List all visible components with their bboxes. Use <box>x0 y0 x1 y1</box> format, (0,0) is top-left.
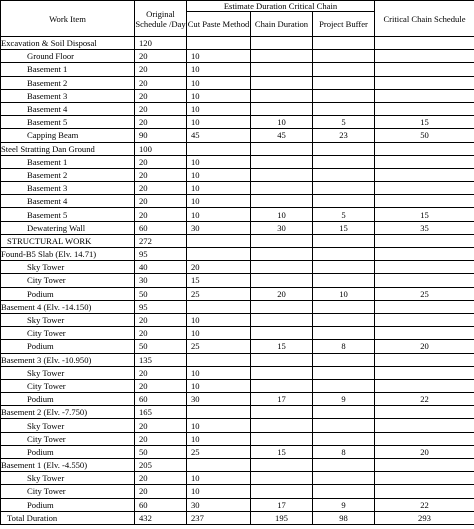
critical-chain-cell <box>375 379 474 392</box>
project-buffer-cell <box>313 300 375 313</box>
chain-duration-cell <box>251 485 313 498</box>
cut-paste-cell: 20 <box>187 261 251 274</box>
project-buffer-cell: 5 <box>313 208 375 221</box>
cut-paste-cell: 10 <box>187 419 251 432</box>
project-buffer-cell <box>313 313 375 326</box>
header-project-buffer: Project Buffer <box>313 12 375 37</box>
project-buffer-cell: 10 <box>313 287 375 300</box>
original-schedule-cell: 20 <box>135 313 187 326</box>
critical-chain-cell: 25 <box>375 287 474 300</box>
original-schedule-cell: 135 <box>135 353 187 366</box>
cut-paste-cell <box>187 353 251 366</box>
item-cell: Sky Tower <box>1 366 135 379</box>
original-schedule-cell: 120 <box>135 37 187 50</box>
table-row <box>1 340 474 353</box>
original-schedule-cell: 50 <box>135 445 187 458</box>
critical-chain-cell: 15 <box>375 116 474 129</box>
item-cell: Found-B5 Slab (Elv. 14.71) <box>1 248 135 261</box>
table-row <box>1 50 474 63</box>
project-buffer-cell <box>313 459 375 472</box>
cut-paste-cell: 10 <box>187 76 251 89</box>
table-body <box>1 37 474 525</box>
critical-chain-cell <box>375 248 474 261</box>
original-schedule-cell: 90 <box>135 129 187 142</box>
original-schedule-cell: 95 <box>135 300 187 313</box>
cut-paste-cell: 10 <box>187 182 251 195</box>
original-schedule-cell: 272 <box>135 234 187 247</box>
cut-paste-cell: 10 <box>187 63 251 76</box>
original-schedule-cell: 20 <box>135 195 187 208</box>
table-row <box>1 393 474 406</box>
project-buffer-cell: 8 <box>313 340 375 353</box>
table-row <box>1 37 474 50</box>
item-cell: Basement 1 <box>1 155 135 168</box>
project-buffer-cell: 23 <box>313 129 375 142</box>
cut-paste-cell: 10 <box>187 116 251 129</box>
project-buffer-cell <box>313 472 375 485</box>
table-row <box>1 327 474 340</box>
project-buffer-cell <box>313 274 375 287</box>
item-cell: Podium <box>1 340 135 353</box>
original-schedule-cell: 20 <box>135 472 187 485</box>
cut-paste-cell: 237 <box>187 511 251 524</box>
project-buffer-cell <box>313 419 375 432</box>
chain-duration-cell <box>251 353 313 366</box>
item-cell: Sky Tower <box>1 313 135 326</box>
cut-paste-cell: 10 <box>187 472 251 485</box>
original-schedule-cell: 20 <box>135 327 187 340</box>
chain-duration-cell <box>251 327 313 340</box>
critical-chain-cell: 20 <box>375 340 474 353</box>
critical-chain-cell <box>375 459 474 472</box>
cut-paste-cell: 10 <box>187 155 251 168</box>
item-cell: Basement 3 <box>1 89 135 102</box>
critical-chain-cell: 35 <box>375 221 474 234</box>
item-cell: Excavation & Soil Disposal <box>1 37 135 50</box>
chain-duration-cell <box>251 419 313 432</box>
table-row <box>1 366 474 379</box>
table-row <box>1 406 474 419</box>
item-cell: Sky Tower <box>1 261 135 274</box>
original-schedule-cell: 20 <box>135 432 187 445</box>
item-cell: City Tower <box>1 274 135 287</box>
item-cell: Dewatering Wall <box>1 221 135 234</box>
header-original-schedule: Original Schedule /Day <box>135 1 187 37</box>
original-schedule-cell: 60 <box>135 221 187 234</box>
table-row <box>1 472 474 485</box>
table-row <box>1 445 474 458</box>
table-row <box>1 102 474 115</box>
critical-chain-cell <box>375 155 474 168</box>
chain-duration-cell: 17 <box>251 393 313 406</box>
cut-paste-cell: 10 <box>187 168 251 181</box>
item-cell: Basement 1 (Elv. -4.550) <box>1 459 135 472</box>
critical-chain-cell <box>375 182 474 195</box>
cut-paste-cell: 10 <box>187 50 251 63</box>
item-cell: Steel Stratting Dan Ground <box>1 142 135 155</box>
project-buffer-cell <box>313 248 375 261</box>
item-cell: City Tower <box>1 327 135 340</box>
project-buffer-cell <box>313 234 375 247</box>
critical-chain-cell <box>375 419 474 432</box>
cut-paste-cell <box>187 234 251 247</box>
chain-duration-cell <box>251 472 313 485</box>
table-row <box>1 63 474 76</box>
original-schedule-cell: 20 <box>135 485 187 498</box>
item-cell: City Tower <box>1 432 135 445</box>
critical-chain-cell <box>375 261 474 274</box>
original-schedule-cell: 205 <box>135 459 187 472</box>
table-row <box>1 234 474 247</box>
project-buffer-cell <box>313 366 375 379</box>
original-schedule-cell: 165 <box>135 406 187 419</box>
header-estimate-duration: Estimate Duration Critical Chain <box>187 1 375 12</box>
chain-duration-cell <box>251 142 313 155</box>
chain-duration-cell <box>251 459 313 472</box>
original-schedule-cell: 60 <box>135 498 187 511</box>
table-row <box>1 313 474 326</box>
critical-chain-cell <box>375 353 474 366</box>
original-schedule-cell: 20 <box>135 102 187 115</box>
critical-chain-cell <box>375 234 474 247</box>
cut-paste-cell: 10 <box>187 102 251 115</box>
chain-duration-cell: 15 <box>251 445 313 458</box>
item-cell: Basement 2 (Elv. -7.750) <box>1 406 135 419</box>
item-cell: Basement 2 <box>1 168 135 181</box>
table-row <box>1 168 474 181</box>
project-buffer-cell: 98 <box>313 511 375 524</box>
table-row <box>1 76 474 89</box>
original-schedule-cell: 20 <box>135 63 187 76</box>
item-cell: Sky Tower <box>1 419 135 432</box>
item-cell: Basement 4 (Elv. -14.150) <box>1 300 135 313</box>
cut-paste-cell: 45 <box>187 129 251 142</box>
original-schedule-cell: 40 <box>135 261 187 274</box>
project-buffer-cell <box>313 353 375 366</box>
chain-duration-cell <box>251 155 313 168</box>
chain-duration-cell <box>251 37 313 50</box>
critical-chain-cell <box>375 485 474 498</box>
cut-paste-cell: 30 <box>187 393 251 406</box>
table-row <box>1 116 474 129</box>
original-schedule-cell: 20 <box>135 76 187 89</box>
critical-chain-cell <box>375 142 474 155</box>
original-schedule-cell: 50 <box>135 340 187 353</box>
project-buffer-cell <box>313 142 375 155</box>
chain-duration-cell: 195 <box>251 511 313 524</box>
critical-chain-cell <box>375 76 474 89</box>
project-buffer-cell <box>313 63 375 76</box>
table-row <box>1 142 474 155</box>
table-row <box>1 182 474 195</box>
original-schedule-cell: 20 <box>135 379 187 392</box>
chain-duration-cell <box>251 76 313 89</box>
cut-paste-cell: 10 <box>187 208 251 221</box>
critical-chain-cell <box>375 274 474 287</box>
chain-duration-cell <box>251 366 313 379</box>
cut-paste-cell: 10 <box>187 379 251 392</box>
chain-duration-cell: 10 <box>251 208 313 221</box>
item-cell: Basement 5 <box>1 116 135 129</box>
cut-paste-cell <box>187 406 251 419</box>
critical-chain-cell <box>375 37 474 50</box>
original-schedule-cell: 20 <box>135 50 187 63</box>
chain-duration-cell: 45 <box>251 129 313 142</box>
critical-chain-cell: 293 <box>375 511 474 524</box>
item-cell: Ground Floor <box>1 50 135 63</box>
original-schedule-cell: 60 <box>135 393 187 406</box>
project-buffer-cell <box>313 155 375 168</box>
project-buffer-cell <box>313 50 375 63</box>
cut-paste-cell: 10 <box>187 432 251 445</box>
original-schedule-cell: 20 <box>135 116 187 129</box>
item-cell: Basement 4 <box>1 102 135 115</box>
chain-duration-cell: 20 <box>251 287 313 300</box>
item-cell: Podium <box>1 445 135 458</box>
cut-paste-cell: 25 <box>187 287 251 300</box>
critical-chain-cell <box>375 89 474 102</box>
table-row <box>1 221 474 234</box>
original-schedule-cell: 20 <box>135 366 187 379</box>
project-buffer-cell <box>313 406 375 419</box>
item-cell: Podium <box>1 287 135 300</box>
chain-duration-cell <box>251 182 313 195</box>
item-cell: Sky Tower <box>1 472 135 485</box>
item-cell: Podium <box>1 393 135 406</box>
chain-duration-cell <box>251 313 313 326</box>
cut-paste-cell: 25 <box>187 445 251 458</box>
chain-duration-cell <box>251 432 313 445</box>
original-schedule-cell: 30 <box>135 274 187 287</box>
cut-paste-cell: 10 <box>187 327 251 340</box>
project-buffer-cell <box>313 379 375 392</box>
critical-chain-cell <box>375 313 474 326</box>
chain-duration-cell: 15 <box>251 340 313 353</box>
table-row <box>1 248 474 261</box>
original-schedule-cell: 100 <box>135 142 187 155</box>
item-cell: City Tower <box>1 379 135 392</box>
original-schedule-cell: 95 <box>135 248 187 261</box>
original-schedule-cell: 20 <box>135 155 187 168</box>
critical-chain-cell <box>375 432 474 445</box>
original-schedule-cell: 20 <box>135 168 187 181</box>
item-cell: Basement 4 <box>1 195 135 208</box>
chain-duration-cell <box>251 89 313 102</box>
item-cell: Basement 5 <box>1 208 135 221</box>
cut-paste-cell <box>187 248 251 261</box>
chain-duration-cell: 17 <box>251 498 313 511</box>
chain-duration-cell <box>251 248 313 261</box>
table-row <box>1 274 474 287</box>
project-buffer-cell: 15 <box>313 221 375 234</box>
table-row <box>1 419 474 432</box>
chain-duration-cell <box>251 406 313 419</box>
table-row <box>1 353 474 366</box>
cut-paste-cell: 25 <box>187 340 251 353</box>
critical-chain-cell <box>375 50 474 63</box>
project-buffer-cell: 8 <box>313 445 375 458</box>
chain-duration-cell <box>251 168 313 181</box>
project-buffer-cell <box>313 327 375 340</box>
table-row <box>1 287 474 300</box>
cut-paste-cell <box>187 300 251 313</box>
project-buffer-cell <box>313 195 375 208</box>
header-chain-duration: Chain Duration <box>251 12 313 37</box>
header-work-item: Work Item <box>1 1 135 37</box>
chain-duration-cell <box>251 102 313 115</box>
project-buffer-cell <box>313 432 375 445</box>
item-cell: Basement 3 (Elv. -10.950) <box>1 353 135 366</box>
critical-chain-cell <box>375 102 474 115</box>
cut-paste-cell: 10 <box>187 485 251 498</box>
table-row <box>1 485 474 498</box>
critical-chain-cell: 22 <box>375 393 474 406</box>
table-row <box>1 155 474 168</box>
cut-paste-cell: 10 <box>187 366 251 379</box>
critical-chain-cell <box>375 63 474 76</box>
critical-chain-cell: 50 <box>375 129 474 142</box>
cut-paste-cell: 10 <box>187 195 251 208</box>
critical-chain-cell <box>375 195 474 208</box>
project-buffer-cell <box>313 261 375 274</box>
project-buffer-cell: 5 <box>313 116 375 129</box>
chain-duration-cell <box>251 63 313 76</box>
project-buffer-cell: 9 <box>313 498 375 511</box>
chain-duration-cell <box>251 274 313 287</box>
header-cut-paste: Cut Paste Method <box>187 12 251 37</box>
table-row <box>1 129 474 142</box>
cut-paste-cell <box>187 37 251 50</box>
project-buffer-cell <box>313 89 375 102</box>
cut-paste-cell: 10 <box>187 89 251 102</box>
item-cell: STRUCTURAL WORK <box>1 234 135 247</box>
project-buffer-cell <box>313 485 375 498</box>
header-critical-chain-schedule: Critical Chain Schedule <box>375 1 474 37</box>
item-cell: City Tower <box>1 485 135 498</box>
table-row <box>1 379 474 392</box>
table-row <box>1 498 474 511</box>
project-buffer-cell <box>313 76 375 89</box>
cut-paste-cell: 30 <box>187 498 251 511</box>
cut-paste-cell: 10 <box>187 313 251 326</box>
cut-paste-cell: 30 <box>187 221 251 234</box>
critical-chain-cell: 15 <box>375 208 474 221</box>
critical-chain-cell <box>375 472 474 485</box>
item-cell: Basement 1 <box>1 63 135 76</box>
cut-paste-cell <box>187 142 251 155</box>
table-row <box>1 432 474 445</box>
cut-paste-cell <box>187 459 251 472</box>
item-cell: Basement 3 <box>1 182 135 195</box>
project-buffer-cell <box>313 168 375 181</box>
table-row <box>1 89 474 102</box>
project-buffer-cell <box>313 37 375 50</box>
critical-chain-cell <box>375 168 474 181</box>
chain-duration-cell <box>251 379 313 392</box>
project-buffer-cell <box>313 182 375 195</box>
original-schedule-cell: 432 <box>135 511 187 524</box>
original-schedule-cell: 20 <box>135 419 187 432</box>
table-row <box>1 261 474 274</box>
critical-chain-cell: 20 <box>375 445 474 458</box>
project-buffer-cell <box>313 102 375 115</box>
project-buffer-cell: 9 <box>313 393 375 406</box>
cut-paste-cell: 15 <box>187 274 251 287</box>
chain-duration-cell <box>251 50 313 63</box>
critical-chain-cell <box>375 327 474 340</box>
original-schedule-cell: 20 <box>135 182 187 195</box>
critical-chain-cell: 22 <box>375 498 474 511</box>
chain-duration-cell: 10 <box>251 116 313 129</box>
critical-chain-cell <box>375 366 474 379</box>
item-cell: Capping Beam <box>1 129 135 142</box>
chain-duration-cell: 30 <box>251 221 313 234</box>
table-row <box>1 300 474 313</box>
table-row <box>1 459 474 472</box>
critical-chain-cell <box>375 406 474 419</box>
chain-duration-cell <box>251 300 313 313</box>
table-row <box>1 511 474 524</box>
table-row <box>1 195 474 208</box>
chain-duration-cell <box>251 195 313 208</box>
original-schedule-cell: 20 <box>135 89 187 102</box>
table-row <box>1 208 474 221</box>
critical-chain-cell <box>375 300 474 313</box>
item-cell: Basement 2 <box>1 76 135 89</box>
chain-duration-cell <box>251 234 313 247</box>
item-cell: Podium <box>1 498 135 511</box>
original-schedule-cell: 20 <box>135 208 187 221</box>
original-schedule-cell: 50 <box>135 287 187 300</box>
chain-duration-cell <box>251 261 313 274</box>
item-cell: Total Duration <box>1 511 135 524</box>
